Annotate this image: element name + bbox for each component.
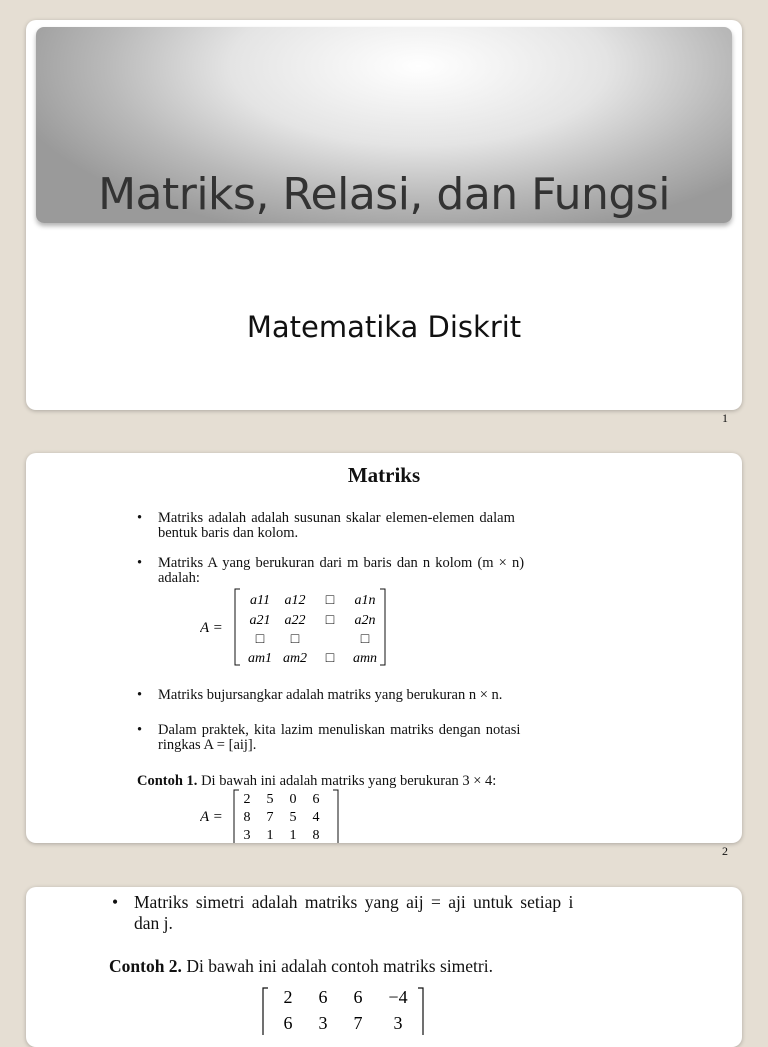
matrix-label: A = — [200, 620, 223, 636]
slide-subtitle: Matematika Diskrit — [246, 310, 522, 344]
matrix-cell: a12 — [284, 593, 306, 608]
slide-heading: Matriks — [347, 463, 421, 487]
matrix-cell: a1n — [354, 593, 376, 608]
matrix-cell: □ — [255, 632, 265, 647]
matrix-cell: 5 — [266, 792, 274, 807]
matrix-label: A = — [200, 809, 223, 825]
matrix-cell: 1 — [289, 828, 297, 843]
matrix-cell: 2 — [283, 987, 293, 1007]
bullet-icon: • — [112, 892, 119, 912]
slide-3 — [26, 887, 742, 1047]
example-label: Contoh 2. — [109, 956, 182, 976]
matrix-cell: 1 — [266, 828, 274, 843]
bullet-text: Matriks simetri adalah matriks yang aij = aji untuk setiap i — [134, 892, 574, 912]
page-number-2: 2 — [722, 844, 728, 858]
matrix-cell: 7 — [353, 1013, 363, 1033]
example-1 — [137, 774, 496, 789]
bullet-icon: • — [137, 722, 143, 738]
slide-2 — [26, 453, 742, 843]
matrix-cell: a22 — [284, 613, 306, 628]
matrix-cell: 3 — [243, 828, 251, 843]
bullet-text: dan j. — [134, 913, 173, 933]
title-band — [36, 27, 732, 223]
matrix-cell: 2 — [243, 792, 251, 807]
example-label: Contoh 1. — [137, 773, 198, 789]
matrix-cell: 8 — [243, 810, 251, 825]
example-matrix — [200, 788, 400, 843]
example-text: Di bawah ini adalah matriks yang berukuran 3 × 4: — [197, 773, 497, 789]
matrix-cell: 4 — [312, 810, 320, 825]
page-number-1: 1 — [722, 411, 728, 425]
matrix-cell: □ — [325, 613, 335, 628]
bullet-text: Matriks adalah adalah susunan skalar elemen-elemen dalam — [158, 510, 515, 526]
matrix-cell: −4 — [388, 987, 408, 1007]
matrix-cell: a2n — [354, 613, 376, 628]
bullet-icon: • — [137, 555, 143, 571]
matrix-cell: a21 — [249, 613, 271, 628]
matrix-cell: □ — [360, 632, 370, 647]
bullet-text: adalah: — [158, 570, 200, 586]
bullet-notation — [137, 722, 521, 753]
slide-title: Matriks, Relasi, dan Fungsi — [98, 169, 670, 220]
matrix-cell: 7 — [266, 810, 274, 825]
matrix-cell: 6 — [312, 792, 320, 807]
matrix-cell: □ — [325, 593, 335, 608]
bullet-symmetric — [112, 892, 574, 934]
matrix-cell: 6 — [318, 987, 328, 1007]
slide-1 — [26, 20, 742, 410]
matrix-cell: 0 — [289, 792, 297, 807]
bullet-size — [137, 555, 525, 586]
matrix-cell: am1 — [247, 651, 273, 666]
general-matrix — [200, 587, 420, 667]
matrix-cell: 3 — [393, 1013, 403, 1033]
matrix-cell: 6 — [353, 987, 363, 1007]
bullet-text: bentuk baris dan kolom. — [158, 525, 299, 541]
matrix-cell: am2 — [282, 651, 308, 666]
matrix-cell: amn — [352, 651, 378, 666]
bullet-icon: • — [137, 687, 143, 703]
matrix-cell: 5 — [289, 810, 297, 825]
bullet-text: Matriks A yang berukuran dari m baris dan n kolom (m × n) — [158, 555, 525, 571]
bullet-text: ringkas A = [aij]. — [158, 737, 257, 753]
matrix-cell: 6 — [283, 1013, 293, 1033]
matrix-cell: a11 — [250, 593, 270, 608]
matrix-cell: 8 — [312, 828, 320, 843]
matrix-cell: 3 — [318, 1013, 328, 1033]
example-text: Di bawah ini adalah contoh matriks simetri. — [181, 956, 493, 976]
bullet-text: Matriks bujursangkar adalah matriks yang berukuran n × n. — [158, 687, 503, 703]
bullet-definition — [137, 510, 515, 541]
symmetric-matrix — [256, 985, 436, 1035]
matrix-cell: □ — [290, 632, 300, 647]
bullet-square — [137, 687, 503, 703]
bullet-text: Dalam praktek, kita lazim menuliskan matriks dengan notasi — [158, 722, 521, 738]
bullet-icon: • — [137, 510, 143, 526]
matrix-cell: □ — [325, 651, 335, 666]
example-2 — [109, 956, 493, 977]
